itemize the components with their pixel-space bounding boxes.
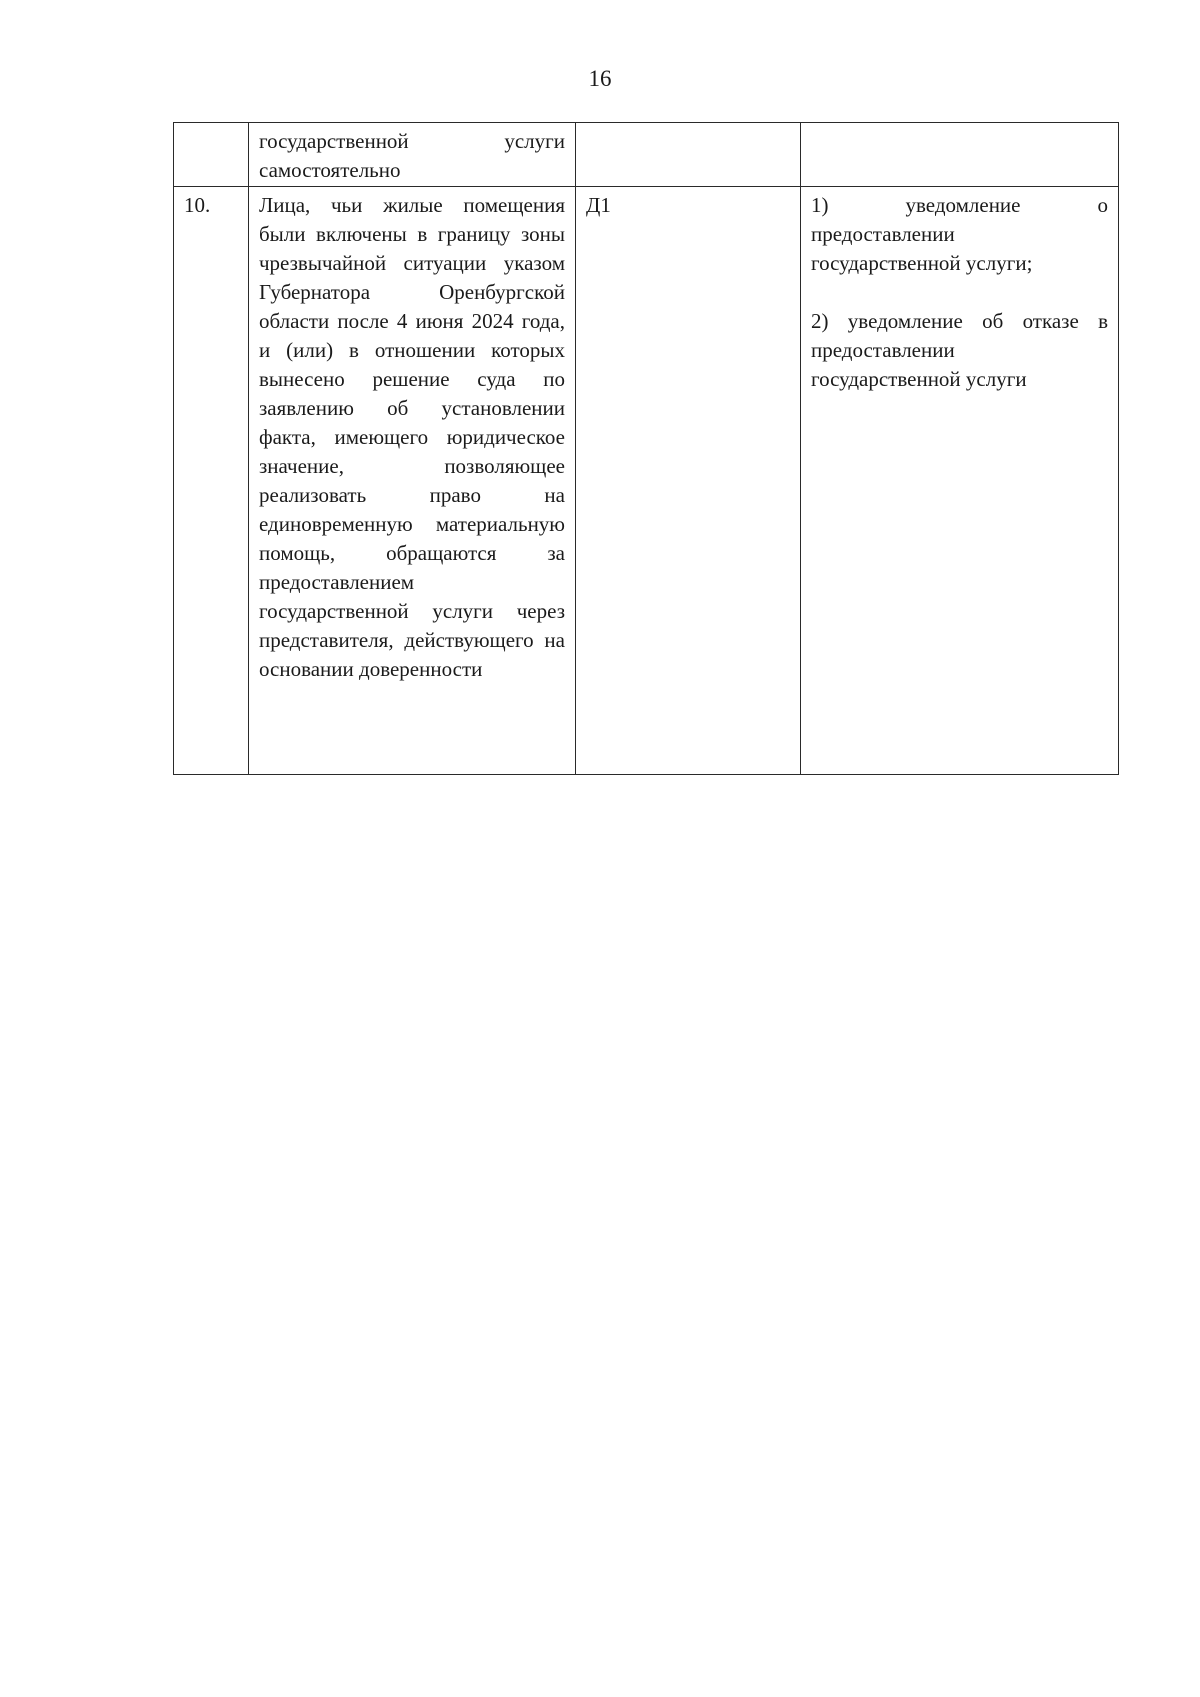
variant-code-cell bbox=[576, 123, 801, 187]
result-spacer bbox=[811, 278, 1108, 307]
table-row bbox=[174, 123, 1119, 187]
result-cell bbox=[801, 123, 1119, 187]
result-cell bbox=[801, 187, 1119, 775]
row-number-cell: 10. bbox=[174, 187, 249, 775]
applicant-description-cell: Лица, чьи жилые помещения были включены в границу зоны чрезвычайной ситуации указом Губернатора Оренбургской области после 4 июня 2024 года, и (или) в отношении которых вынесено решение суда по заявлению об установлении факта, имеющего юридическое значение, позволяющее реализовать право на единовременную материальную помощь, обращаются за предоставлением государственной услуги через представителя, действующего на основании доверенности bbox=[249, 187, 576, 775]
result-item-grant-notice: 1) уведомление о предоставлении государственной услуги; bbox=[811, 193, 1108, 275]
row-number-cell bbox=[174, 123, 249, 187]
result-item-refusal-notice: 2) уведомление об отказе в предоставлении государственной услуги bbox=[811, 309, 1108, 391]
page-number: 16 bbox=[588, 66, 612, 91]
services-table bbox=[173, 122, 1119, 775]
variant-code-cell: Д1 bbox=[576, 187, 801, 775]
applicant-description-cell: государственной услуги самостоятельно bbox=[249, 123, 576, 187]
table-row bbox=[174, 187, 1119, 775]
